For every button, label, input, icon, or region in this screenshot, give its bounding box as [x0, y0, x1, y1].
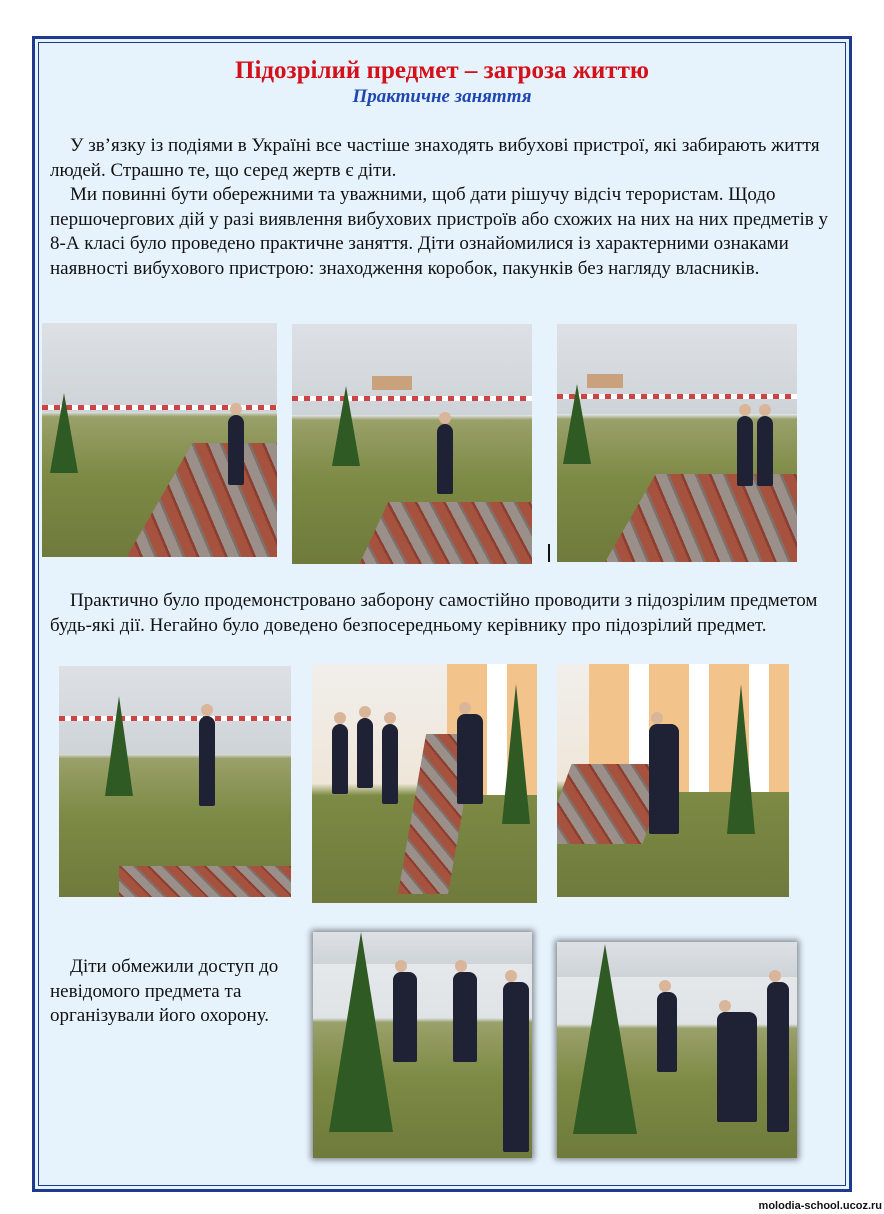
photo-3: [557, 324, 797, 562]
photo-5: [312, 664, 537, 903]
photo-4: [59, 666, 291, 897]
photo-2: [292, 324, 532, 564]
photo-8: [557, 942, 797, 1158]
bottom-paragraph: Діти обмежили доступ до невідомого предмета та організували його охорону.: [50, 956, 279, 1026]
photo-6: [557, 664, 789, 897]
site-watermark: molodia-school.ucoz.ru: [758, 1200, 882, 1212]
intro-paragraph-1: У зв’язку із подіями в Україні все частіше знаходять вибухові пристрої, які забирають життя людей. Страшно те, що серед жертв є діти.: [50, 135, 820, 181]
intro-text: [50, 134, 834, 281]
text-cursor-mark: [548, 544, 550, 562]
page-subtitle: Практичне заняття: [352, 86, 532, 107]
page-title: Підозрілий предмет – загроза життю: [235, 57, 649, 84]
intro-paragraph-2: Ми повинні бути обережними та уважними, щоб дати рішучу відсіч терористам. Щодо першочергових дій у разі виявлення вибухових пристроїв або схожих на них на них предметів у 8-А класі було проведено практичне заняття. Діти ознайомилися із характерними ознаками наявності вибухового пристрою: знаходження коробок, пакунків без нагляду власників.: [50, 184, 828, 279]
middle-paragraph: Практично було продемонстровано заборону самостійно проводити з підозрілим предметом будь-які дії. Негайно було доведено безпосередньому керівнику про підозрілий предмет.: [50, 590, 818, 636]
bottom-text: [50, 955, 290, 1029]
photo-7: [313, 932, 532, 1158]
photo-1: [42, 323, 277, 557]
middle-text: [50, 589, 834, 638]
